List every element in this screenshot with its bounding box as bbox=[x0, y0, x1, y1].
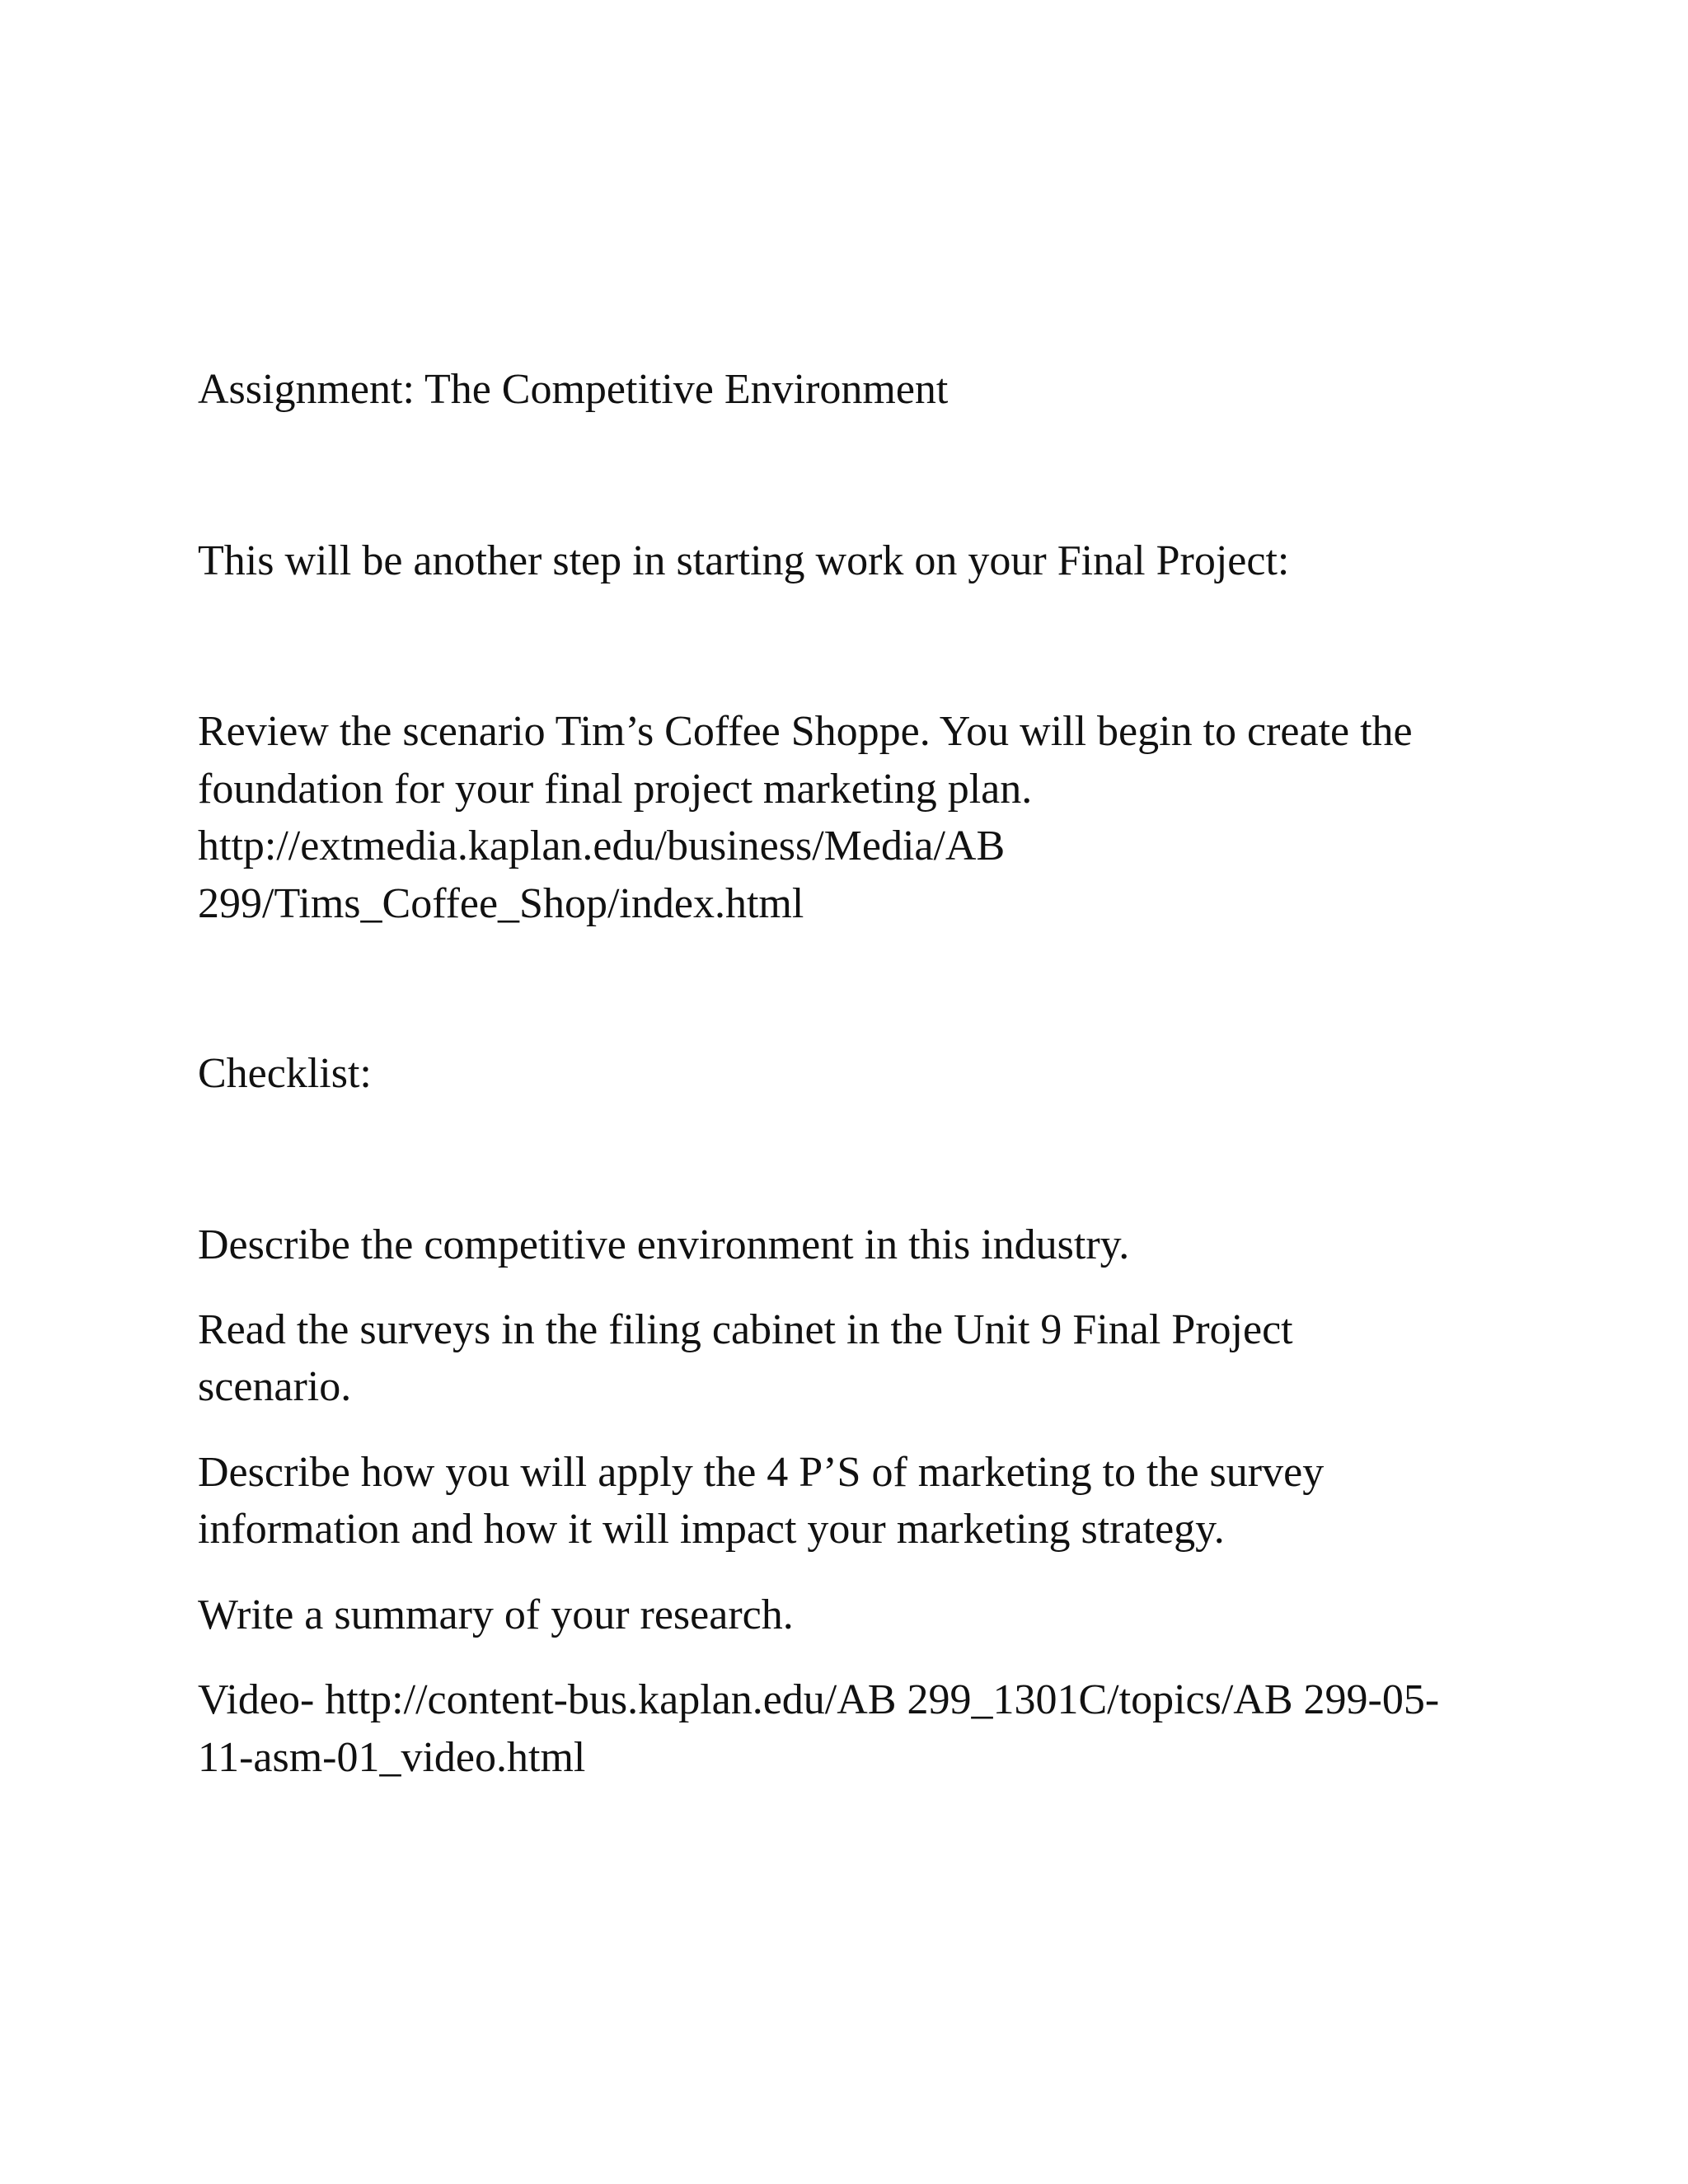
checklist-item-four-ps-line-1: Describe how you will apply the 4 P’S of marketing to the survey bbox=[198, 1449, 1325, 1496]
checklist-item-competitive-environment: Describe the competitive environment in this industry. bbox=[198, 1221, 1130, 1268]
scenario-line-1: Review the scenario Tim’s Coffee Shoppe. You will begin to create the bbox=[198, 708, 1413, 755]
intro-text: This will be another step in starting work on your Final Project: bbox=[198, 537, 1290, 584]
checklist-item-surveys-line-2: scenario. bbox=[198, 1363, 352, 1410]
scenario-link-line-1: http://extmedia.kaplan.edu/business/Media/AB bbox=[198, 823, 1006, 869]
checklist-video-line-2: 11-asm-01_video.html bbox=[198, 1734, 586, 1781]
checklist-item-four-ps-line-2: information and how it will impact your marketing strategy. bbox=[198, 1506, 1225, 1553]
checklist-video-line-1: Video- http://content-bus.kaplan.edu/AB 299_1301C/topics/AB 299-05- bbox=[198, 1676, 1440, 1723]
scenario-line-2: foundation for your final project marketing plan. bbox=[198, 766, 1033, 813]
checklist-item-surveys-line-1: Read the surveys in the filing cabinet in the Unit 9 Final Project bbox=[198, 1306, 1293, 1353]
assignment-title: Assignment: The Competitive Environment bbox=[198, 366, 949, 413]
checklist-item-summary: Write a summary of your research. bbox=[198, 1591, 794, 1638]
checklist-heading: Checklist: bbox=[198, 1050, 372, 1097]
scenario-link-line-2: 299/Tims_Coffee_Shop/index.html bbox=[198, 880, 804, 927]
